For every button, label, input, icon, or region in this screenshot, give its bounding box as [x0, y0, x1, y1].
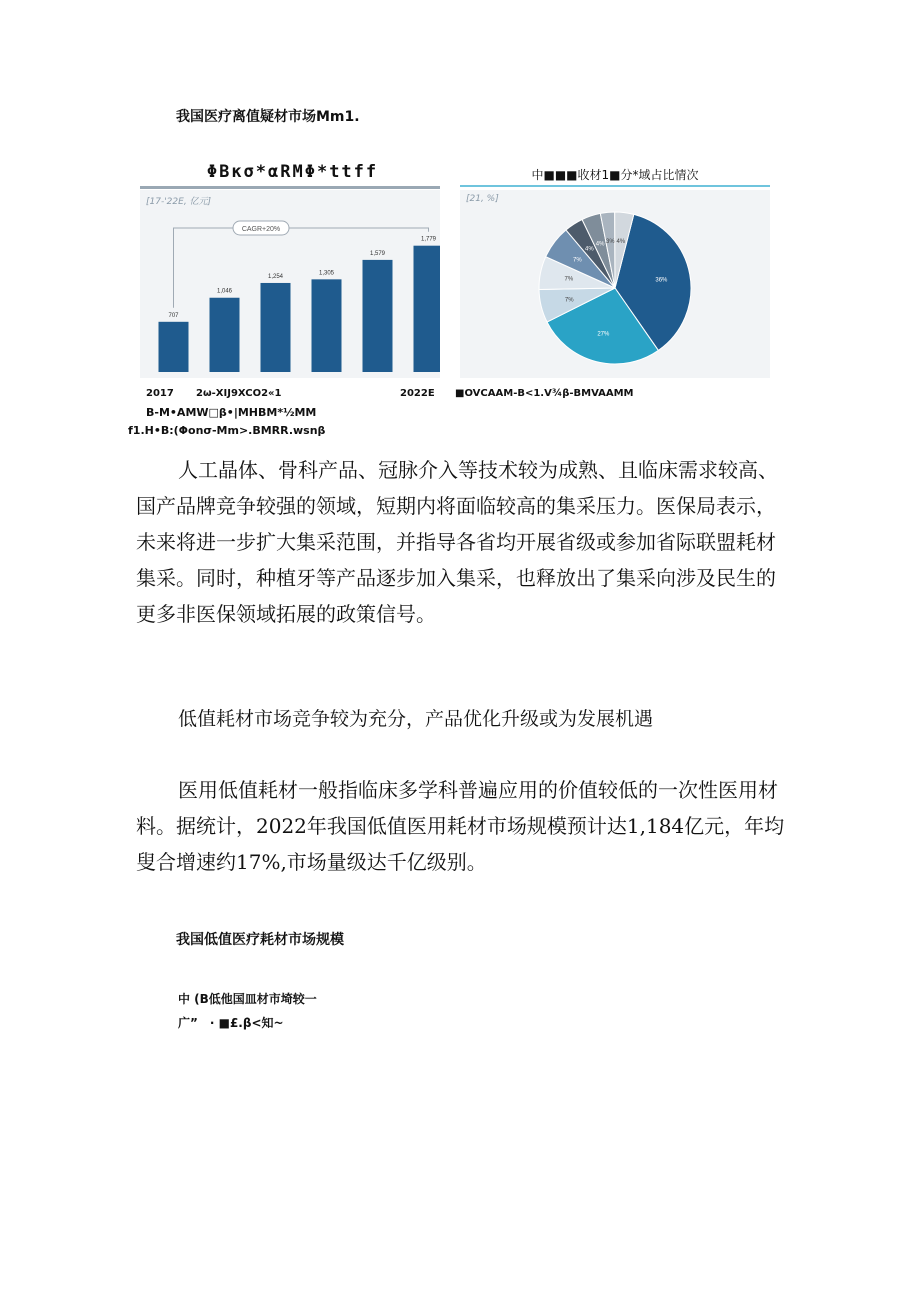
bar-value-label: 1,254 — [267, 273, 284, 280]
paragraph-1 — [136, 452, 790, 632]
bar-value-label: 1,779 — [420, 236, 437, 243]
bar-chart-unit: [17-'22E, 亿元] — [146, 197, 212, 207]
pie-title-rule — [460, 185, 770, 187]
pie-legend-text: ■OVCAAM-B<1.V¾β-BMVAAMM — [455, 388, 634, 399]
cagr-label: CAGR+20% — [241, 226, 281, 233]
pie-slice-label: 27% — [597, 331, 610, 338]
garbled-line-2: 广” · ■£.β<知~ — [178, 1016, 284, 1030]
bar-2021 — [363, 260, 393, 372]
paragraph-2 — [136, 772, 790, 880]
figure-caption-2: 我国低值医疗耗材市场规模 — [176, 932, 344, 948]
pie-slice-label: 3% — [606, 239, 615, 246]
bar-2018 — [210, 298, 240, 372]
pie-slice-label: 7% — [573, 257, 582, 264]
bar-2017 — [159, 322, 189, 372]
bar-value-label: 1,046 — [216, 288, 233, 295]
bar-2022E — [414, 246, 441, 372]
title-rule — [140, 186, 440, 189]
pie-slice-label: 7% — [564, 297, 574, 304]
pie-chart-unit: [21, %] — [466, 194, 499, 204]
paragraph-1-text: 人工晶体、骨科产品、冠脉介入等技术较为成熟、且临床需求较高、国产品牌竞争较强的领域，短期内将面临较高的集采压力。医保局表示，未来将进一步扩大集采范围，并指导各省均开展省级或参加省际联盟耗材集采。同时，种植牙等产品逐步加入集采，也释放出了集采向涉及民生的更多非医保领域拓展的政策信号。 — [136, 458, 778, 626]
pie-chart-svg — [460, 190, 770, 378]
pie-slice-label: 36% — [655, 277, 668, 284]
axis-middle-text: 2ω-XIJ9XCO2«1 — [196, 388, 282, 399]
garbled-line-1: 中 (B低他国皿材市埼较一 — [178, 992, 317, 1006]
bar-chart-panel — [140, 190, 440, 378]
bar-2020 — [312, 279, 342, 372]
pie-slice-label: 7% — [564, 276, 574, 283]
axis-first-year: 2017 — [146, 388, 174, 399]
bar-value-label: 1,305 — [318, 270, 335, 277]
source-line-2: f1.H•B:(Φonσ-Mm>.BMRR.wsnβ — [128, 424, 326, 437]
pie-slice-label: 4% — [616, 239, 626, 246]
bar-chart-title: ΦBκσ*αRMΦ*ttff — [206, 162, 379, 182]
pie-chart-panel — [460, 190, 770, 378]
paragraph-2-text: 医用低值耗材一般指临床多学科普遍应用的价值较低的一次性医用材料。据统计，2022年我国低值医用耗材市场规模预计达1,184亿元，年均叟合增速约17%,市场量级达千亿级别。 — [136, 778, 785, 874]
source-line-1: B-M•AMW□β•|MHBM*½MM — [146, 406, 317, 419]
pie-slice-label: 4% — [595, 241, 605, 248]
pie-chart-title: 中■■■收材1■分*域占比情次 — [531, 168, 699, 182]
bar-2019 — [261, 283, 291, 372]
figure-caption: 我国医疗离值疑材市场Mm1. — [176, 109, 360, 125]
pie-slice-label: 4% — [585, 246, 594, 253]
bar-chart-svg — [140, 190, 440, 378]
section-heading: 低值耗材市场竞争较为充分，产品优化升级或为发展机遇 — [178, 708, 654, 730]
bar-value-label: 707 — [168, 312, 179, 319]
bar-value-label: 1,579 — [369, 250, 386, 257]
axis-last-year: 2022E — [400, 388, 435, 399]
